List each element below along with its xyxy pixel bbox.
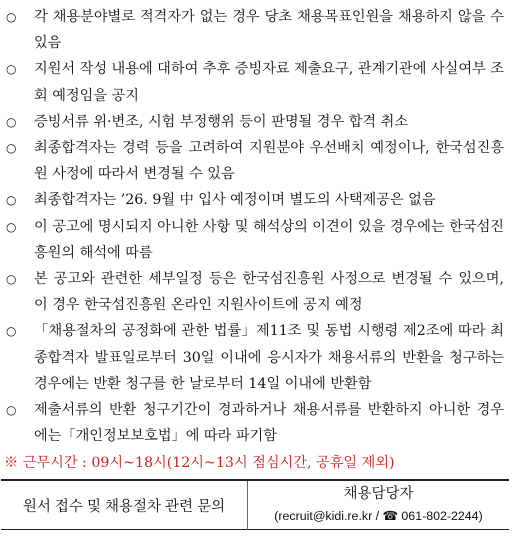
notice-text: 본 공고와 관련한 세부일정 등은 한국섬진흥원 사정으로 변경될 수 있으며, 이 경우 한국섬진흥원 온라인 지원사이트에 공지 예정	[34, 271, 504, 314]
notice-item	[4, 135, 504, 187]
bullet-icon: ○	[6, 219, 17, 234]
notice-text: 증빙서류 위·변조, 시험 부정행위 등이 판명될 경우 합격 취소	[34, 113, 409, 130]
notice-item	[4, 397, 504, 449]
notice-item	[4, 266, 504, 318]
notice-text: 각 채용분야별로 적격자가 없는 경우 당초 채용목표인원을 채용하지 않을 수 있음	[34, 9, 504, 52]
table-row	[1, 480, 509, 530]
notice-item	[4, 187, 504, 213]
notice-text: 최종합격자는 경력 등을 고려하여 지원분야 우선배치 예정이나, 한국섬진흥원 사정에 따라서 변경될 수 있음	[34, 140, 504, 183]
bullet-icon: ○	[6, 10, 17, 24]
notice-list	[4, 4, 504, 449]
contact-info	[248, 480, 510, 530]
contact-table	[1, 479, 509, 530]
bullet-icon: ○	[6, 403, 17, 418]
notice-item	[4, 4, 504, 56]
notice-item	[4, 109, 504, 135]
notice-text: 이 공고에 명시되지 아니한 사항 및 해석상의 이견이 있을 경우에는 한국섬진흥원의 해석에 따름	[34, 218, 504, 261]
bullet-icon: ○	[6, 141, 17, 156]
notice-text: 지원서 작성 내용에 대하여 추후 증빙자료 제출요구, 관계기관에 사실여부 조회 예정임을 공지	[34, 61, 504, 104]
notice-text: 제출서류의 반환 청구기간이 경과하거나 채용서류를 반환하지 아니한 경우에는「개인정보보호법」에 따라 파기함	[34, 402, 504, 445]
bullet-icon: ○	[6, 324, 17, 339]
contact-label: 원서 접수 및 채용절차 관련 문의	[1, 480, 248, 530]
contact-details: (recruit@kidi.re.kr / ☎ 061-802-2244)	[274, 509, 483, 523]
notice-text: 최종합격자는 ’26. 9월 中 입사 예정이며 별도의 사택제공은 없음	[34, 192, 436, 209]
bullet-icon: ○	[6, 114, 17, 129]
bullet-icon: ○	[6, 193, 17, 208]
notice-item	[4, 56, 504, 108]
work-hours-note: ※ 근무시간 : 09시~18시(12시~13시 점심시간, 공휴일 제외)	[4, 455, 395, 471]
bullet-icon: ○	[6, 62, 17, 77]
notice-item	[4, 214, 504, 266]
bullet-icon: ○	[6, 272, 17, 287]
notice-text: 「채용절차의 공정화에 관한 법률」제11조 및 동법 시행령 제2조에 따라 최종합격자 발표일로부터 30일 이내에 응시자가 채용서류의 반환을 청구하는 경우에는 반환 청구를 한 날로부터 14일 이내에 반환함	[34, 323, 504, 392]
contact-person: 채용담당자	[343, 486, 414, 502]
notice-item	[4, 318, 504, 397]
